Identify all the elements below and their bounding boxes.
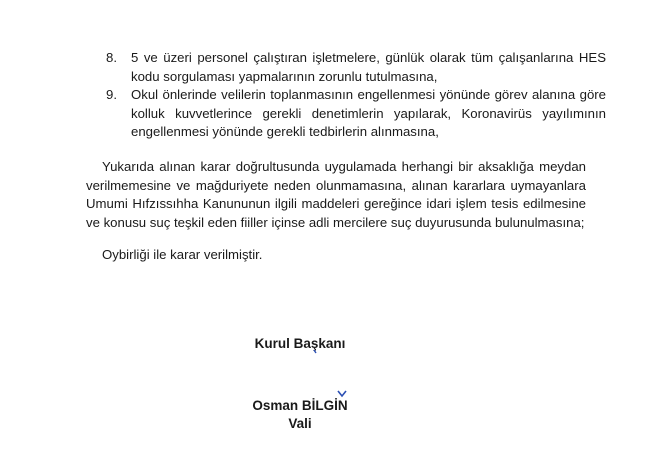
signature-mark-small — [313, 349, 319, 354]
list-text: 5 ve üzeri personel çalıştıran işletmelere, günlük olarak tüm çalışanlarına HES kodu sorgulaması yapmalarının zorunlu tutulmasına, — [131, 50, 606, 84]
list-number: 9. — [106, 87, 117, 102]
list-item-9 — [106, 86, 606, 142]
signatory-role: Vali — [288, 416, 312, 431]
body-paragraph-text: Yukarıda alınan karar doğrultusunda uygulamada herhangi bir aksaklığa meydan verilmemesine ve mağduriyete neden olunmamasına, alınan kararlara uymayanlara Umumi Hıfzıssıhha Kanununun ilgili maddeleri gereğince idari işlem tesis edilmesine ve konusu suç teşkil eden fiiller içinse adli mercilere suç duyurusunda bulunulmasına; — [86, 159, 586, 230]
signatory-name: Osman BİLGİN — [252, 398, 348, 413]
body-paragraph — [86, 158, 586, 232]
list-number: 8. — [106, 50, 117, 65]
signature-title: Kurul Başkanı — [254, 336, 346, 351]
signature-mark-caron — [337, 390, 347, 398]
list-text: Okul önlerinde velilerin toplanmasının engellenmesi yönünde görev alanına göre kolluk kuvvetlerince gerekli denetimlerin yapılarak, Koronavirüs yayılımının engellenmesi yönünde gerekli tedbirlerin alınmasına, — [131, 87, 606, 139]
closing-sentence: Oybirliği ile karar verilmiştir. — [102, 247, 263, 262]
list-item-8 — [106, 49, 606, 86]
